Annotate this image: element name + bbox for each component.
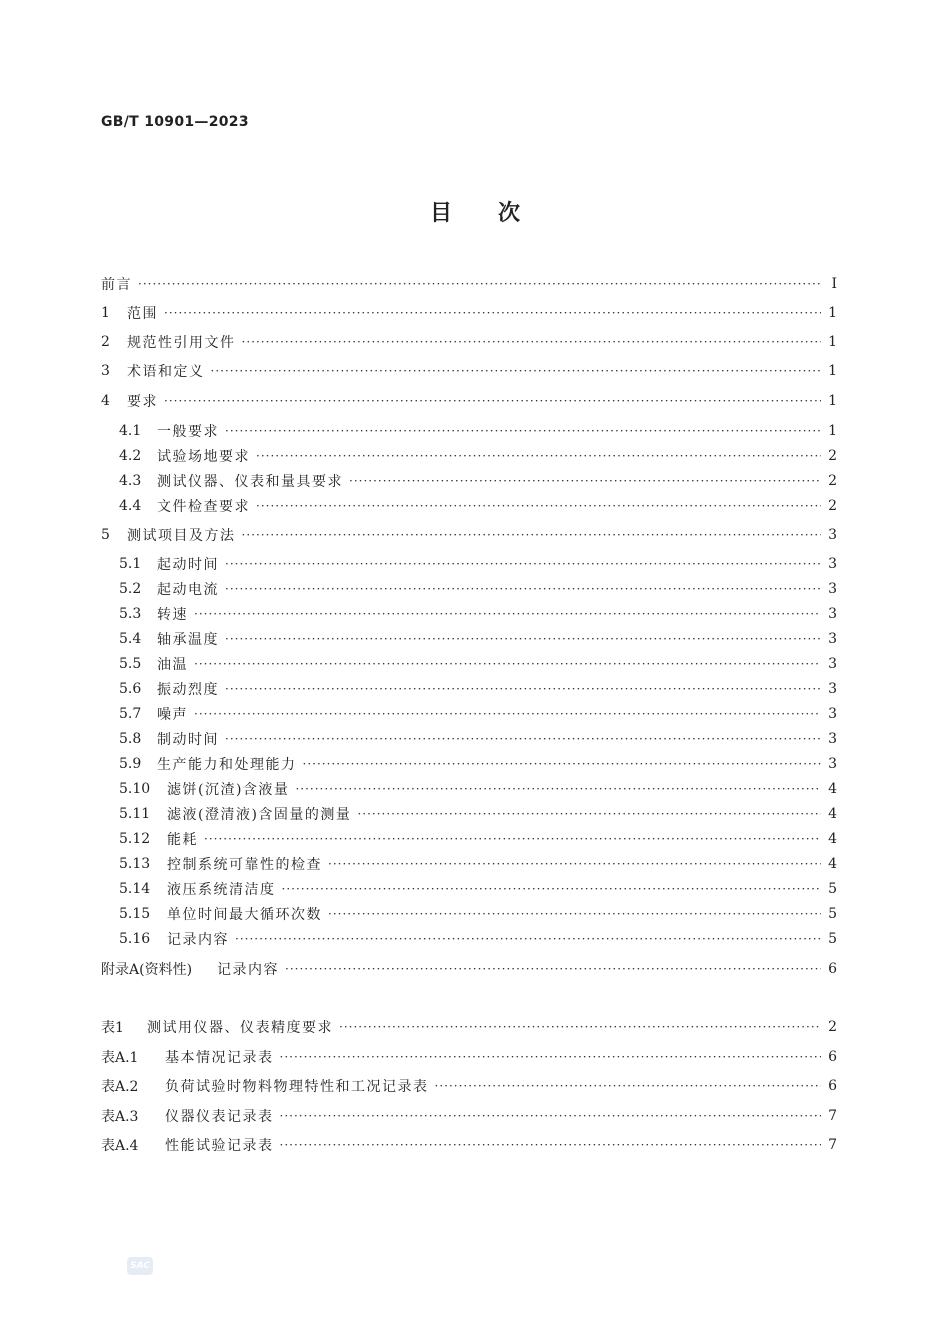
page-number: 1 (828, 363, 837, 379)
page-number: 3 (828, 731, 837, 747)
dot-leader (435, 1076, 822, 1096)
page-number: 4 (828, 781, 837, 797)
entry-number: 4 (101, 393, 110, 409)
entry-number: 5.2 (119, 581, 142, 597)
toc-entry[interactable] (119, 904, 837, 924)
dot-leader (164, 303, 821, 323)
entry-number: 4.3 (119, 473, 142, 489)
entry-title: 规范性引用文件 (127, 335, 236, 351)
entry-number: 5.3 (119, 606, 142, 622)
entry-title: 一般要求 (157, 424, 219, 440)
table-list-entry[interactable] (101, 1135, 837, 1155)
page-number: 7 (828, 1137, 837, 1153)
entry-title: 前言 (101, 277, 132, 293)
entry-title: 单位时间最大循环次数 (167, 907, 322, 923)
entry-title: 基本情况记录表 (165, 1050, 274, 1066)
toc-entry[interactable] (101, 361, 837, 381)
toc-entry[interactable] (119, 854, 837, 874)
entry-number: 5.10 (119, 781, 151, 797)
page-number: 3 (828, 581, 837, 597)
page-number: 2 (828, 473, 837, 489)
toc-entry[interactable] (101, 274, 837, 294)
entry-title: 轴承温度 (157, 632, 219, 648)
entry-title: 负荷试验时物料物理特性和工况记录表 (165, 1079, 429, 1095)
page-number: 4 (828, 831, 837, 847)
toc-entry[interactable] (101, 303, 837, 323)
toc-entry[interactable] (101, 959, 837, 979)
entry-number: 表A.2 (101, 1079, 139, 1095)
dot-leader (211, 361, 822, 381)
toc-entry[interactable] (101, 525, 837, 545)
entry-number: 5.16 (119, 931, 151, 947)
dot-leader (295, 779, 821, 799)
dot-leader (225, 629, 821, 649)
dot-leader (328, 854, 821, 874)
entry-number: 5.6 (119, 681, 142, 697)
page-number: 3 (828, 527, 837, 543)
entry-number: 5.7 (119, 706, 142, 722)
toc-entry[interactable] (119, 446, 837, 466)
dot-leader (204, 829, 821, 849)
entry-number: 表A.3 (101, 1109, 139, 1125)
entry-number: 5.14 (119, 881, 151, 897)
table-list-entry[interactable] (101, 1076, 837, 1096)
entry-number: 5.8 (119, 731, 142, 747)
dot-leader (282, 879, 822, 899)
entry-title: 噪声 (157, 707, 188, 723)
entry-number: 5.11 (119, 806, 151, 822)
dot-leader (303, 754, 822, 774)
page-number: 6 (828, 1049, 837, 1065)
entry-title: 控制系统可靠性的检查 (167, 857, 322, 873)
dot-leader (339, 1017, 821, 1037)
toc-entry[interactable] (119, 779, 837, 799)
entry-title: 油温 (157, 657, 188, 673)
page-number: 1 (828, 423, 837, 439)
entry-title: 试验场地要求 (157, 449, 250, 465)
dot-leader (164, 391, 821, 411)
page-number: 6 (828, 1078, 837, 1094)
page-number: Ⅰ (831, 276, 837, 292)
dot-leader (194, 654, 821, 674)
dot-leader (242, 525, 822, 545)
page-number: 5 (828, 881, 837, 897)
dot-leader (225, 679, 821, 699)
dot-leader (242, 332, 822, 352)
page-number: 4 (828, 856, 837, 872)
page-number: 1 (828, 393, 837, 409)
toc-entry[interactable] (119, 579, 837, 599)
dot-leader (194, 604, 821, 624)
entry-title: 仪器仪表记录表 (165, 1109, 274, 1125)
page-number: 5 (828, 906, 837, 922)
entry-title: 性能试验记录表 (165, 1138, 274, 1154)
table-list-entry[interactable] (101, 1106, 837, 1126)
toc-entry[interactable] (119, 679, 837, 699)
sac-logo: SAC (127, 1257, 153, 1275)
standard-code: GB/T 10901—2023 (101, 114, 249, 130)
page-title: 目次 (429, 201, 566, 226)
toc-entry[interactable] (119, 754, 837, 774)
entry-title: 记录内容 (217, 962, 279, 978)
toc-entry[interactable] (119, 729, 837, 749)
dot-leader (225, 554, 821, 574)
dot-leader (138, 274, 821, 294)
dot-leader (349, 471, 821, 491)
entry-title: 制动时间 (157, 732, 219, 748)
toc-entry[interactable] (119, 421, 837, 441)
toc-entry[interactable] (119, 629, 837, 649)
page-number: 1 (828, 334, 837, 350)
toc-entry[interactable] (119, 554, 837, 574)
entry-number: 5 (101, 527, 110, 543)
entry-title: 记录内容 (167, 932, 229, 948)
dot-leader (194, 704, 821, 724)
dot-leader (225, 421, 821, 441)
entry-number: 5.5 (119, 656, 142, 672)
entry-title: 能耗 (167, 832, 198, 848)
page-number: 3 (828, 556, 837, 572)
entry-title: 滤饼(沉渣)含液量 (167, 782, 290, 798)
toc-entry[interactable] (119, 829, 837, 849)
toc-entry[interactable] (119, 496, 837, 516)
entry-title: 生产能力和处理能力 (157, 757, 297, 773)
page-number: 5 (828, 931, 837, 947)
entry-title: 振动烈度 (157, 682, 219, 698)
toc-entry[interactable] (119, 879, 837, 899)
entry-title: 转速 (157, 607, 188, 623)
toc-entry[interactable] (119, 604, 837, 624)
entry-number: 5.15 (119, 906, 151, 922)
dot-leader (280, 1106, 822, 1126)
entry-number: 5.12 (119, 831, 151, 847)
page-number: 2 (828, 498, 837, 514)
page-number: 3 (828, 631, 837, 647)
entry-title: 滤液(澄清液)含固量的测量 (167, 807, 352, 823)
entry-title: 测试仪器、仪表和量具要求 (157, 474, 343, 490)
entry-title: 要求 (127, 394, 158, 410)
dot-leader (225, 729, 821, 749)
table-list-entry[interactable] (101, 1017, 837, 1037)
dot-leader (256, 446, 821, 466)
dot-leader (280, 1047, 822, 1067)
entry-number: 5.13 (119, 856, 151, 872)
entry-number: 4.2 (119, 448, 142, 464)
entry-title: 液压系统清洁度 (167, 882, 276, 898)
toc-entry[interactable] (101, 332, 837, 352)
dot-leader (357, 804, 821, 824)
page-number: 3 (828, 681, 837, 697)
dot-leader (280, 1135, 822, 1155)
entry-title: 术语和定义 (127, 364, 205, 380)
page-number: 6 (828, 961, 837, 977)
entry-number: 表A.1 (101, 1050, 139, 1066)
toc-entry[interactable] (119, 704, 837, 724)
page-number: 2 (828, 448, 837, 464)
entry-number: 表A.4 (101, 1138, 139, 1154)
page-number: 2 (828, 1019, 837, 1035)
page-number: 3 (828, 756, 837, 772)
entry-title: 文件检查要求 (157, 499, 250, 515)
entry-number: 5.4 (119, 631, 142, 647)
page-number: 4 (828, 806, 837, 822)
dot-leader (328, 904, 821, 924)
dot-leader (225, 579, 821, 599)
entry-number: 1 (101, 305, 110, 321)
entry-number: 4.1 (119, 423, 142, 439)
page-number: 3 (828, 656, 837, 672)
entry-number: 2 (101, 334, 110, 350)
entry-number: 5.1 (119, 556, 142, 572)
dot-leader (285, 959, 821, 979)
toc-entry[interactable] (119, 804, 837, 824)
toc-entry[interactable] (119, 654, 837, 674)
page-number: 3 (828, 706, 837, 722)
entry-title: 起动时间 (157, 557, 219, 573)
toc-entry[interactable] (119, 471, 837, 491)
page-number: 1 (828, 305, 837, 321)
page-number: 7 (828, 1108, 837, 1124)
entry-title: 测试用仪器、仪表精度要求 (147, 1020, 333, 1036)
entry-number: 4.4 (119, 498, 142, 514)
toc-entry[interactable] (101, 391, 837, 411)
toc-entry[interactable] (119, 929, 837, 949)
entry-number: 附录A(资料性) (101, 962, 193, 978)
dot-leader (235, 929, 821, 949)
entry-title: 范围 (127, 306, 158, 322)
entry-number: 表1 (101, 1020, 124, 1036)
dot-leader (256, 496, 821, 516)
entry-title: 起动电流 (157, 582, 219, 598)
entry-title: 测试项目及方法 (127, 528, 236, 544)
entry-number: 5.9 (119, 756, 142, 772)
table-list-entry[interactable] (101, 1047, 837, 1067)
page-number: 3 (828, 606, 837, 622)
entry-number: 3 (101, 363, 110, 379)
